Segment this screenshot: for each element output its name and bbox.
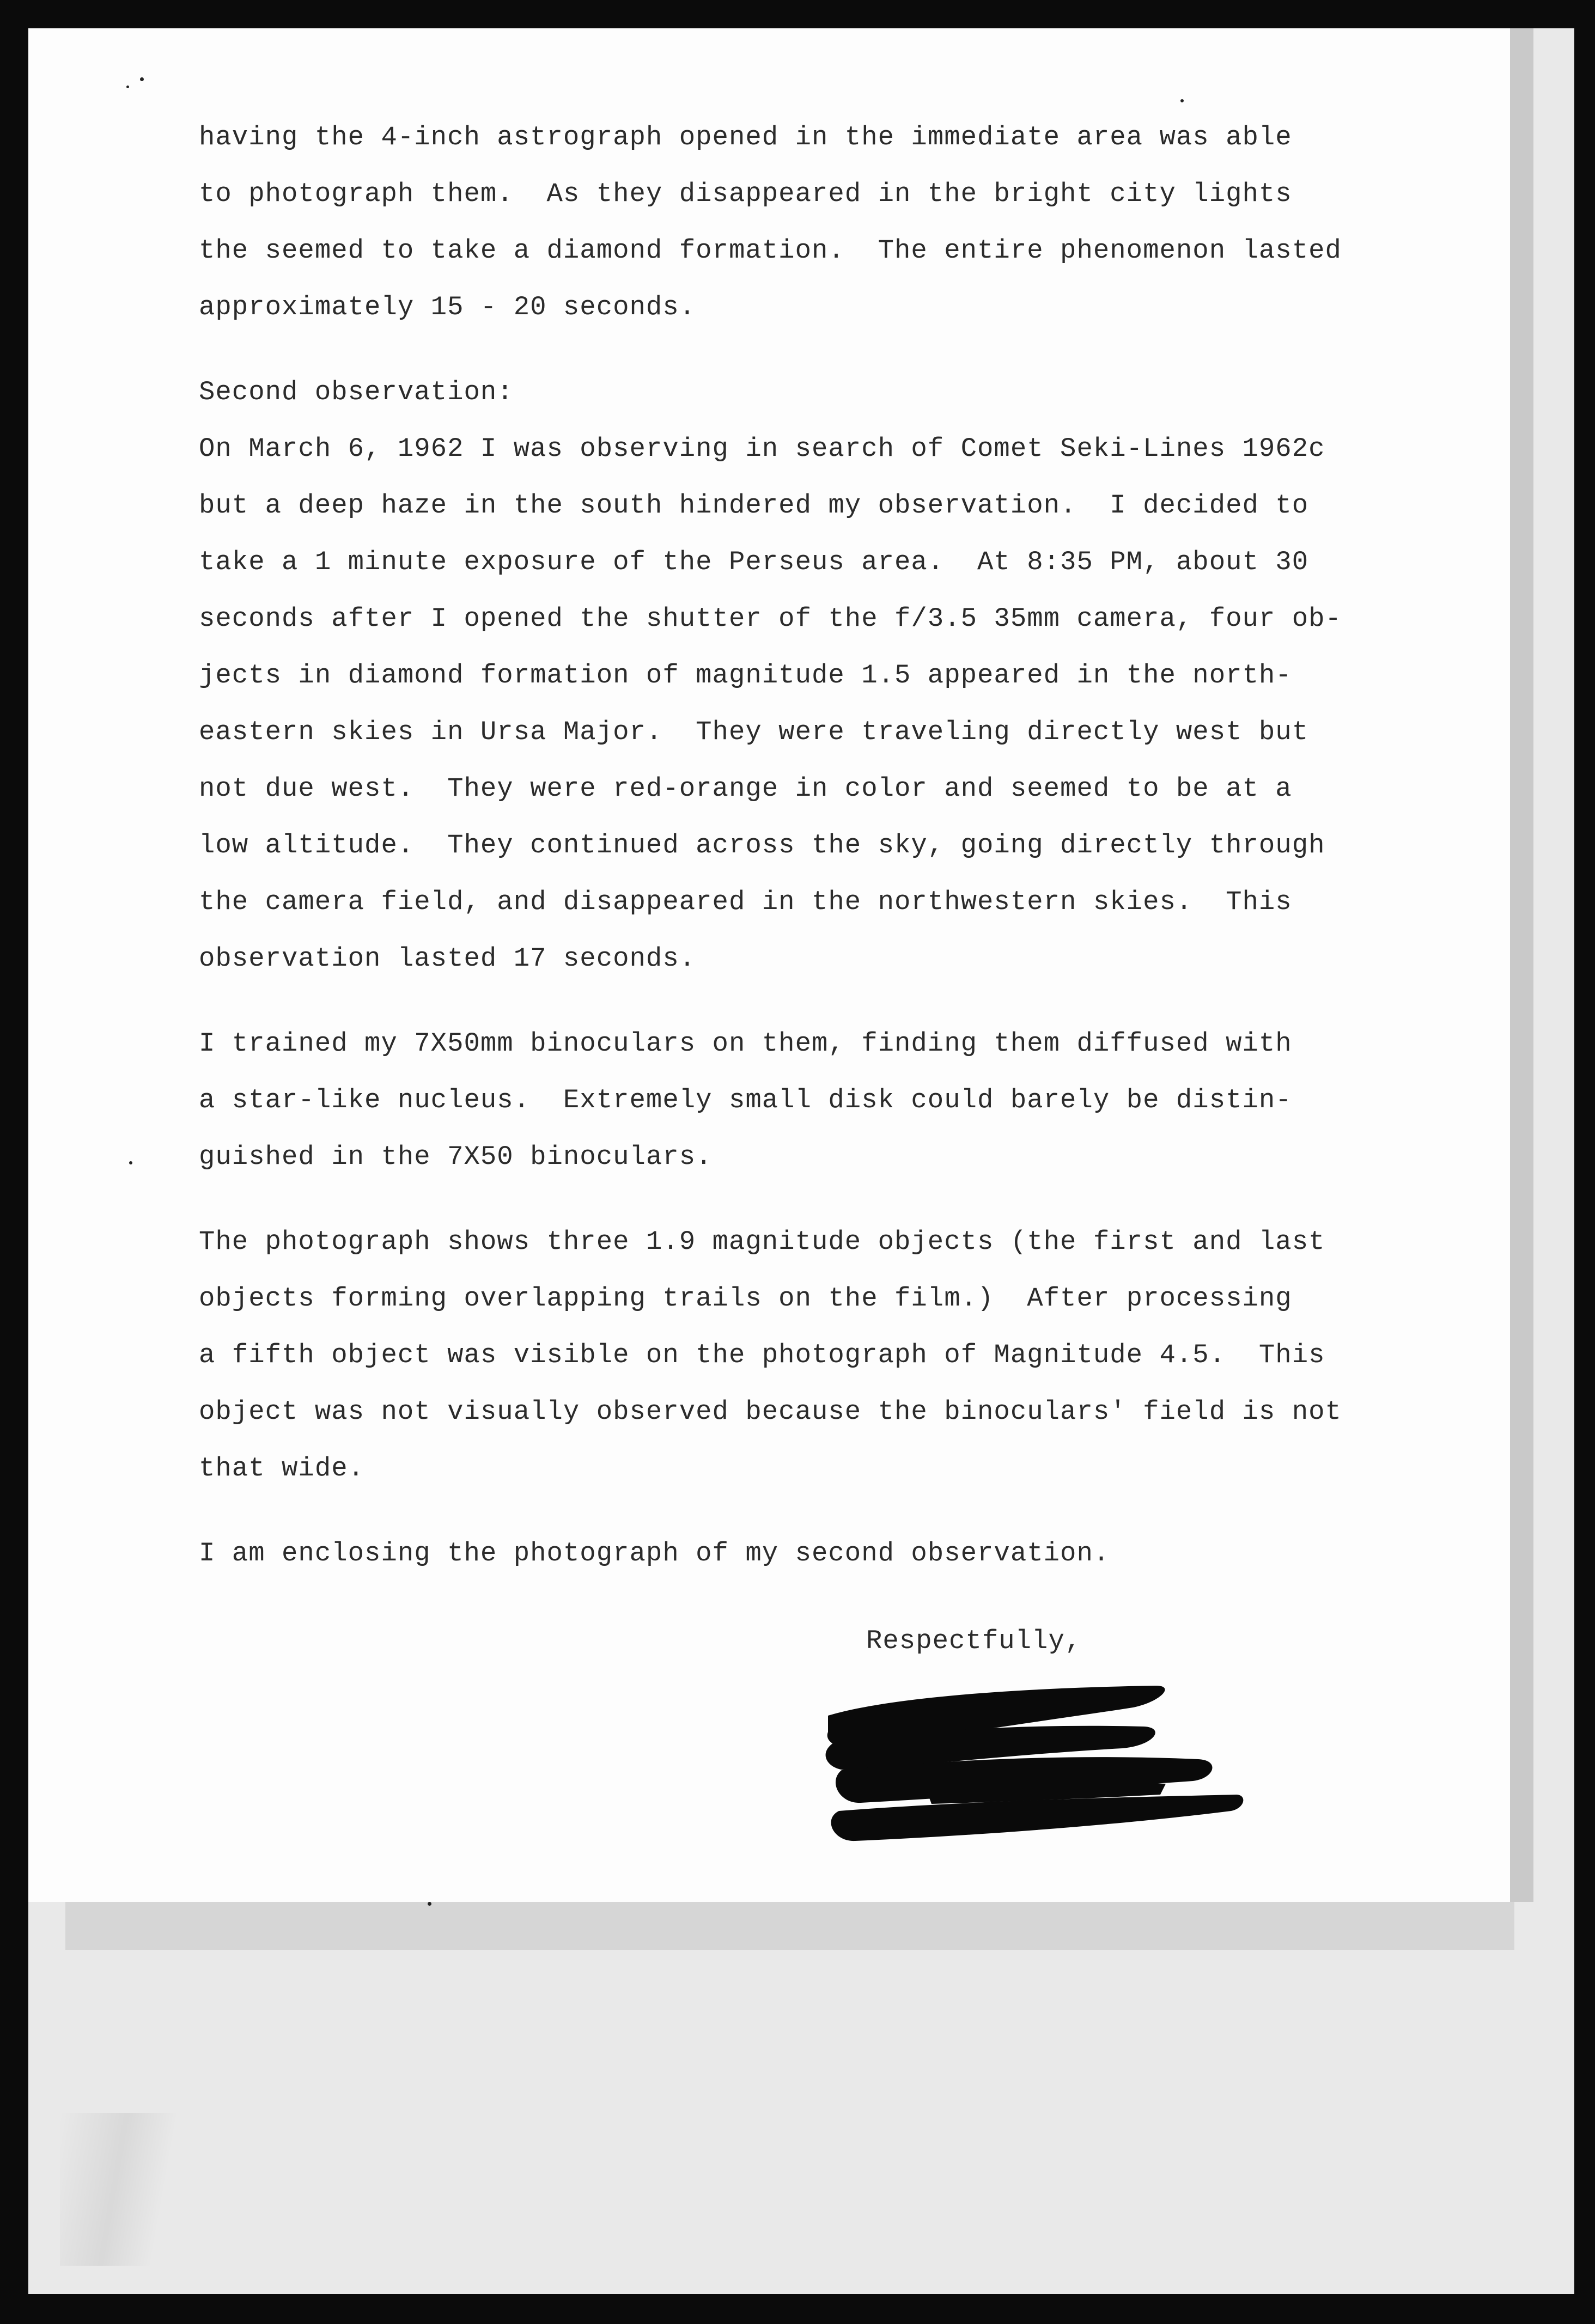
body-line: low altitude. They continued across the sky, going directly through bbox=[199, 830, 1325, 861]
paragraph-gap bbox=[199, 1497, 1430, 1525]
film-scuff bbox=[60, 2113, 202, 2266]
body-line: take a 1 minute exposure of the Perseus area. At 8:35 PM, about 30 bbox=[199, 547, 1309, 577]
paragraph-gap bbox=[199, 336, 1430, 364]
scan-shadow bbox=[65, 1901, 1514, 1950]
signature-redaction bbox=[817, 1678, 1247, 1857]
speck bbox=[1180, 99, 1184, 102]
body-line: approximately 15 - 20 seconds. bbox=[199, 292, 696, 322]
letter-body bbox=[199, 109, 1430, 1582]
speck bbox=[428, 1902, 431, 1906]
speck bbox=[126, 86, 129, 88]
body-line: a star-like nucleus. Extremely small disk could barely be distin- bbox=[199, 1085, 1292, 1115]
body-line: eastern skies in Ursa Major. They were traveling directly west but bbox=[199, 717, 1309, 747]
paragraph-second-observation bbox=[199, 364, 1430, 987]
body-line: objects forming overlapping trails on the film.) After processing bbox=[199, 1283, 1292, 1314]
paragraph-enclosure bbox=[199, 1525, 1430, 1582]
body-line: having the 4-inch astrograph opened in the immediate area was able bbox=[199, 122, 1292, 153]
speck bbox=[140, 77, 144, 81]
body-line: the camera field, and disappeared in the northwestern skies. This bbox=[199, 887, 1292, 917]
body-line: to photograph them. As they disappeared in the bright city lights bbox=[199, 179, 1292, 209]
body-line: guished in the 7X50 binoculars. bbox=[199, 1142, 713, 1172]
body-line: seconds after I opened the shutter of the f/3.5 35mm camera, four ob- bbox=[199, 603, 1342, 634]
paragraph-gap bbox=[199, 1185, 1430, 1213]
body-line: I trained my 7X50mm binoculars on them, finding them diffused with bbox=[199, 1028, 1292, 1059]
body-line: not due west. They were red-orange in color and seemed to be at a bbox=[199, 773, 1292, 804]
paragraph-gap bbox=[199, 987, 1430, 1015]
body-line: The photograph shows three 1.9 magnitude objects (the first and last bbox=[199, 1227, 1325, 1257]
closing-salutation: Respectfully, bbox=[866, 1626, 1082, 1656]
body-line: observation lasted 17 seconds. bbox=[199, 943, 696, 974]
body-line: a fifth object was visible on the photograph of Magnitude 4.5. This bbox=[199, 1340, 1325, 1370]
redaction-stroke bbox=[831, 1795, 1244, 1841]
paragraph-photograph bbox=[199, 1213, 1430, 1497]
paragraph-binoculars bbox=[199, 1015, 1430, 1185]
body-line: that wide. bbox=[199, 1453, 365, 1484]
body-line: but a deep haze in the south hindered my observation. I decided to bbox=[199, 490, 1309, 521]
speck bbox=[129, 1161, 132, 1164]
section-heading: Second observation: bbox=[199, 377, 514, 407]
body-line: the seemed to take a diamond formation. The entire phenomenon lasted bbox=[199, 235, 1342, 266]
paragraph-continuation bbox=[199, 109, 1430, 336]
body-line: On March 6, 1962 I was observing in search of Comet Seki-Lines 1962c bbox=[199, 434, 1325, 464]
body-line: jects in diamond formation of magnitude 1.5 appeared in the north- bbox=[199, 660, 1292, 691]
body-line: object was not visually observed because the binoculars' field is not bbox=[199, 1396, 1342, 1427]
body-line: I am enclosing the photograph of my second observation. bbox=[199, 1538, 1110, 1569]
